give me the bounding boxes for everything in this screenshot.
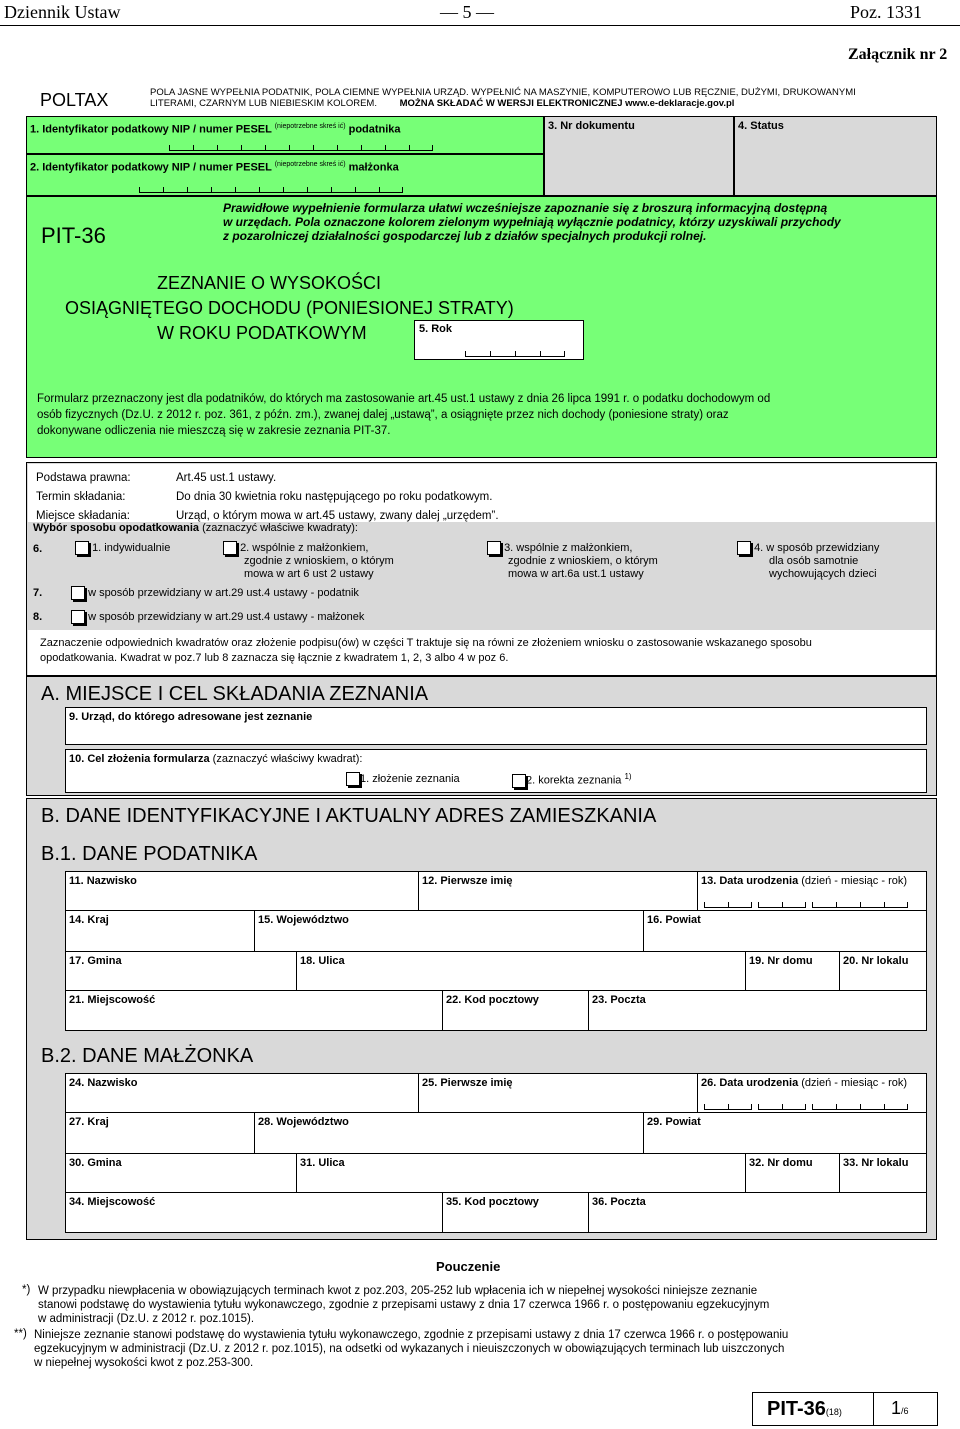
form-code: PIT-36 xyxy=(41,223,106,248)
nip-comb xyxy=(169,141,433,151)
field-23-post-office[interactable]: 23. Poczta xyxy=(588,990,927,1031)
attachment-label: Załącznik nr 2 xyxy=(848,46,948,63)
section-a-title: A. MIEJSCE I CEL SKŁADANIA ZEZNANIA xyxy=(41,683,429,705)
birth-date-comb xyxy=(704,898,752,908)
field-4-status: 4. Status xyxy=(734,116,937,196)
year-comb xyxy=(465,347,565,357)
form-title-line2: OSIĄGNIĘTEGO DOCHODU (PONIESIONEJ STRATY) xyxy=(65,298,514,318)
field-24-surname[interactable]: 24. Nazwisko xyxy=(65,1073,419,1113)
info-text: Prawidłowe wypełnienie formularza ułatwi wcześniejsze zapoznanie się z broszurą informacyjną dostępną w urzędach. Pola oznaczone kolorem zielonym wypełniają wyłącznie podatnicy, którzy uzyskiwali przychody z pozarolniczej działalności gospodarczej lub z działów specjalnych produkcji rolnej. xyxy=(223,201,841,243)
position-number: Poz. 1331 xyxy=(850,2,922,22)
footnote-1-mark: *) xyxy=(22,1284,31,1296)
legal-val-1: Art.45 ust.1 ustawy. xyxy=(176,472,277,484)
form-footer-box xyxy=(752,1392,938,1426)
selection-note: Zaznaczenie odpowiednich kwadratów oraz złożenie podpisu(ów) w części T traktuje się na równi ze złożeniem wniosku o zastosowanie wskazanego sposobu opodatkowania. Kwadrat w poz.7 lub 8 zaznacza się łącznie z kwadratem 1, 2, 3 albo 4 w poz 6. xyxy=(28,630,935,675)
field-8[interactable]: 8. w sposób przewidziany w art.29 ust.4 ustawy - małżonek xyxy=(33,610,365,623)
field-7[interactable]: 7. w sposób przewidziany w art.29 ust.4 ustawy - podatnik xyxy=(33,586,359,599)
checkbox-4[interactable] xyxy=(737,541,751,555)
form-title-panel xyxy=(26,196,937,458)
field-36-post-office[interactable]: 36. Poczta xyxy=(588,1192,927,1233)
legal-key-3: Miejsce składania: xyxy=(36,510,130,522)
instructions-title: Pouczenie xyxy=(436,1259,501,1274)
field-32-house-number[interactable]: 32. Nr domu xyxy=(745,1153,840,1193)
checkbox-correction[interactable] xyxy=(512,774,526,788)
option-4-single-parent[interactable]: 4. w sposób przewidziany dla osób samotnie wychowujących dzieci xyxy=(737,541,879,581)
poltax-logo: POLTAX xyxy=(40,90,109,110)
field-1-taxpayer-id[interactable]: 1. Identyfikator podatkowy NIP / numer PESEL $^{(niepotrzebne skreś ić)}$ podatnika xyxy=(26,116,544,154)
field-5-year[interactable]: 5. Rok xyxy=(414,320,584,360)
field-35-postal-code[interactable]: 35. Kod pocztowy xyxy=(442,1192,589,1233)
tax-choice-title: Wybór sposobu opodatkowania (zaznaczyć właściwe kwadraty): xyxy=(33,522,358,534)
checkbox-3[interactable] xyxy=(487,541,501,555)
field-2-spouse-id[interactable]: 2. Identyfikator podatkowy NIP / numer PESEL $^{(niepotrzebne skreś ić)}$ małżonka xyxy=(26,154,544,196)
section-b1-title: B.1. DANE PODATNIKA xyxy=(41,843,258,865)
fill-instructions: POLA JASNE WYPEŁNIA PODATNIK, POLA CIEMNE WYPEŁNIA URZĄD. WYPEŁNIĆ NA MASZYNIE, KOMPUTEROWO LUB RĘCZNIE, DUŻYMI, DRUKOWANYMI LITERAMI, CZARNYM LUB NIEBIESKIM KOLOREM. MOŻNA SKŁADAĆ W WERSJI ELEKTRONICZNEJ www.e-deklaracje.gov.pl xyxy=(150,87,856,109)
field-31-street[interactable]: 31. Ulica xyxy=(296,1153,746,1193)
footnote-2-mark: **) xyxy=(14,1328,27,1340)
legal-val-3: Urząd, o którym mowa w art.45 ustawy, zwany dalej „urzędem”. xyxy=(176,510,499,522)
field-28-voivodeship[interactable]: 28. Województwo xyxy=(254,1112,644,1154)
field-9-tax-office[interactable]: 9. Urząd, do którego adresowane jest zeznanie xyxy=(65,707,927,745)
checkbox-8[interactable] xyxy=(71,610,85,624)
field-21-city[interactable]: 21. Miejscowość xyxy=(65,990,443,1031)
footnote-1: W przypadku niewpłacenia w obowiązujących terminach kwot z poz.203, 205-252 lub wpłacenia ich w niepełnej wysokości niniejsze zeznanie stanowi podstawę do wystawienia tytułu wykonawczego, zgodnie z przepisami ustawy z dnia 17 czerwca 1966 r. o postępowaniu egzekucyjnym w administracji (Dz.U. z 2012 r. poz.1015). xyxy=(38,1285,770,1325)
checkbox-7[interactable] xyxy=(71,586,85,600)
section-b-title: B. DANE IDENTYFIKACYJNE I AKTUALNY ADRES ZAMIESZKANIA xyxy=(41,805,657,827)
field-15-voivodeship[interactable]: 15. Województwo xyxy=(254,910,644,952)
section-b xyxy=(26,798,937,1240)
field-25-first-name[interactable]: 25. Pierwsze imię xyxy=(418,1073,698,1113)
option-2-joint[interactable]: 2. wspólnie z małżonkiem, zgodnie z wnioskiem, o którym mowa w art 6 ust 2 ustawy xyxy=(223,541,394,581)
gazette-title: Dziennik Ustaw xyxy=(4,2,121,22)
legal-table xyxy=(28,464,935,522)
spouse-nip-comb xyxy=(139,183,403,193)
section-a xyxy=(26,676,937,796)
option-filing[interactable]: 1. złożenie zeznania xyxy=(346,772,460,786)
section-b2-title: B.2. DANE MAŁŻONKA xyxy=(41,1045,254,1067)
field-34-city[interactable]: 34. Miejscowość xyxy=(65,1192,443,1233)
option-1-individual[interactable]: 1. indywidualnie xyxy=(75,541,170,555)
legal-info-panel xyxy=(26,462,937,676)
field-13-birth-date[interactable]: 13. Data urodzenia (dzień - miesiąc - rok) xyxy=(697,871,927,911)
field-30-commune[interactable]: 30. Gmina xyxy=(65,1153,297,1193)
field-14-country[interactable]: 14. Kraj xyxy=(65,910,255,952)
field-19-house-number[interactable]: 19. Nr domu xyxy=(745,951,840,991)
field-29-county[interactable]: 29. Powiat xyxy=(643,1112,927,1154)
spouse-data xyxy=(65,1073,927,1233)
taxpayer-data xyxy=(65,871,927,1031)
checkbox-2[interactable] xyxy=(223,541,237,555)
field-6-label: 6. xyxy=(33,543,43,555)
field-12-first-name[interactable]: 12. Pierwsze imię xyxy=(418,871,698,911)
footer-form-code: PIT-36(18) xyxy=(767,1398,842,1420)
checkbox-1[interactable] xyxy=(75,541,89,555)
field-17-commune[interactable]: 17. Gmina xyxy=(65,951,297,991)
footnote-2: Niniejsze zeznanie stanowi podstawę do wystawienia tytułu wykonawczego, zgodnie z przepisami ustawy z dnia 17 czerwca 1966 r. o postępowaniu egzekucyjnym w administracji (Dz.U. z 2012 r. poz.1015), na odsetki od wykazanych i nieuiszczonych w obowiązujących terminach lub uiszczonych w niepełnej wysokości kwot z poz.253-300. xyxy=(34,1329,789,1369)
field-16-county[interactable]: 16. Powiat xyxy=(643,910,927,952)
legal-key-1: Podstawa prawna: xyxy=(36,472,131,484)
form-purpose: Formularz przeznaczony jest dla podatników, do których ma zastosowanie art.45 ust.1 ustawy z dnia 26 lipca 1991 r. o podatku dochodowym od osób fizycznych (Dz.U. z 2012 r. poz. 361, z późn. zm.), zwanej dalej „ustawą”, a osiągnięte przez nich dochody (poniesione straty) oraz dokonywane odliczenia nie mieszczą się w zakresie zeznania PIT-37. xyxy=(37,393,771,437)
field-10-purpose[interactable]: 10. Cel złożenia formularza (zaznaczyć właściwy kwadrat): 1. złożenie zeznania 2. korekta zeznania $^{1)}$ xyxy=(65,749,927,793)
field-27-country[interactable]: 27. Kraj xyxy=(65,1112,255,1154)
form-title-line3: W ROKU PODATKOWYM xyxy=(157,323,367,343)
footer-divider xyxy=(873,1393,874,1425)
legal-val-2: Do dnia 30 kwietnia roku następującego po roku podatkowym. xyxy=(176,491,493,503)
field-18-street[interactable]: 18. Ulica xyxy=(296,951,746,991)
field-3-document-number: 3. Nr dokumentu xyxy=(544,116,734,196)
field-11-surname[interactable]: 11. Nazwisko xyxy=(65,871,419,911)
field-20-apartment-number[interactable]: 20. Nr lokalu xyxy=(839,951,927,991)
footer-page: 1/6 xyxy=(891,1398,909,1418)
gazette-header xyxy=(0,0,960,26)
form-title: ZEZNANIE O WYSOKOŚCI xyxy=(157,273,382,293)
page-number: — 5 — xyxy=(440,2,494,22)
field-33-apartment-number[interactable]: 33. Nr lokalu xyxy=(839,1153,927,1193)
option-3-joint-6a[interactable]: 3. wspólnie z małżonkiem, zgodnie z wnioskiem, o którym mowa w art.6a ust.1 ustawy xyxy=(487,541,658,581)
checkbox-filing[interactable] xyxy=(346,772,360,786)
field-22-postal-code[interactable]: 22. Kod pocztowy xyxy=(442,990,589,1031)
field-26-birth-date[interactable]: 26. Data urodzenia (dzień - miesiąc - rok) xyxy=(697,1073,927,1113)
legal-key-2: Termin składania: xyxy=(36,491,126,503)
option-correction[interactable]: 2. korekta zeznania $^{1)}$ xyxy=(512,772,632,788)
